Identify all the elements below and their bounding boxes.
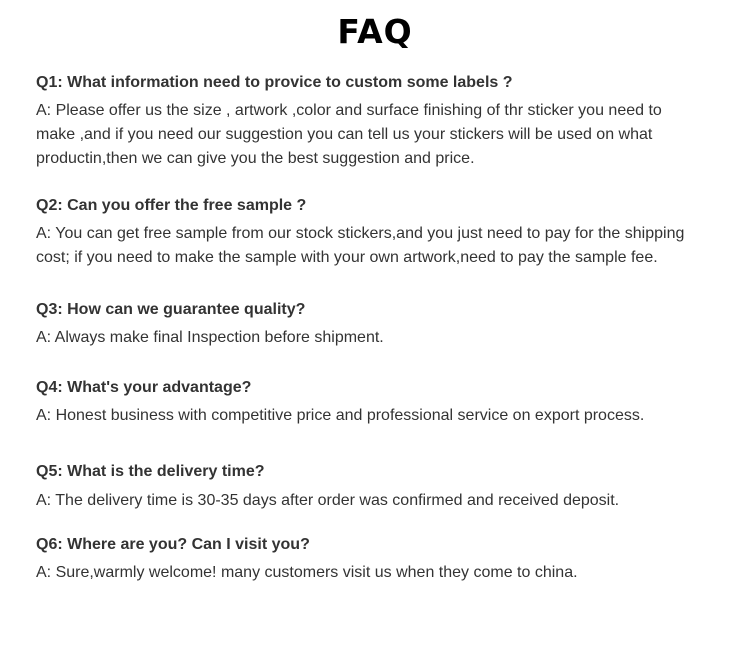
faq-item-3 [36, 300, 736, 350]
faq-answer-2-line-1: A: You can get free sample from our stock stickers,and you just need to pay for the shipping [36, 225, 685, 242]
page-title: FAQ [337, 12, 413, 51]
faq-item-5 [36, 462, 736, 513]
faq-answer-1-line-3: productin,then we can give you the best suggestion and price. [36, 150, 475, 167]
faq-answer-6 [36, 561, 736, 585]
faq-answer-5 [36, 489, 736, 513]
faq-answer-4-line-1: A: Honest business with competitive price and professional service on export process. [36, 407, 645, 424]
faq-answer-5-line-1: A: The delivery time is 30-35 days after order was confirmed and received deposit. [36, 492, 620, 509]
faq-answer-4 [36, 404, 736, 428]
faq-question-4: Q4: What's your advantage? [36, 379, 252, 396]
faq-question-3: Q3: How can we guarantee quality? [36, 301, 306, 318]
faq-answer-1-line-1: A: Please offer us the size , artwork ,color and surface finishing of thr sticker you need to [36, 102, 662, 119]
faq-item-2 [36, 196, 736, 270]
faq-answer-1-line-2: make ,and if you need our suggestion you can tell us your stickers will be used on what [36, 126, 653, 143]
faq-item-6 [36, 535, 736, 585]
faq-answer-3-line-1: A: Always make final Inspection before shipment. [36, 329, 384, 346]
faq-answer-3 [36, 326, 736, 350]
faq-answer-6-line-1: A: Sure,warmly welcome! many customers visit us when they come to china. [36, 564, 578, 581]
faq-answer-2 [36, 222, 736, 270]
faq-question-5: Q5: What is the delivery time? [36, 463, 265, 480]
faq-question-2: Q2: Can you offer the free sample ? [36, 197, 307, 214]
faq-question-6: Q6: Where are you? Can I visit you? [36, 536, 310, 553]
faq-answer-1 [36, 99, 736, 171]
faq-answer-2-line-2: cost; if you need to make the sample with your own artwork,need to pay the sample fee. [36, 249, 658, 266]
faq-question-1: Q1: What information need to provice to custom some labels ? [36, 74, 513, 91]
faq-item-1 [36, 73, 736, 171]
faq-item-4 [36, 378, 736, 428]
